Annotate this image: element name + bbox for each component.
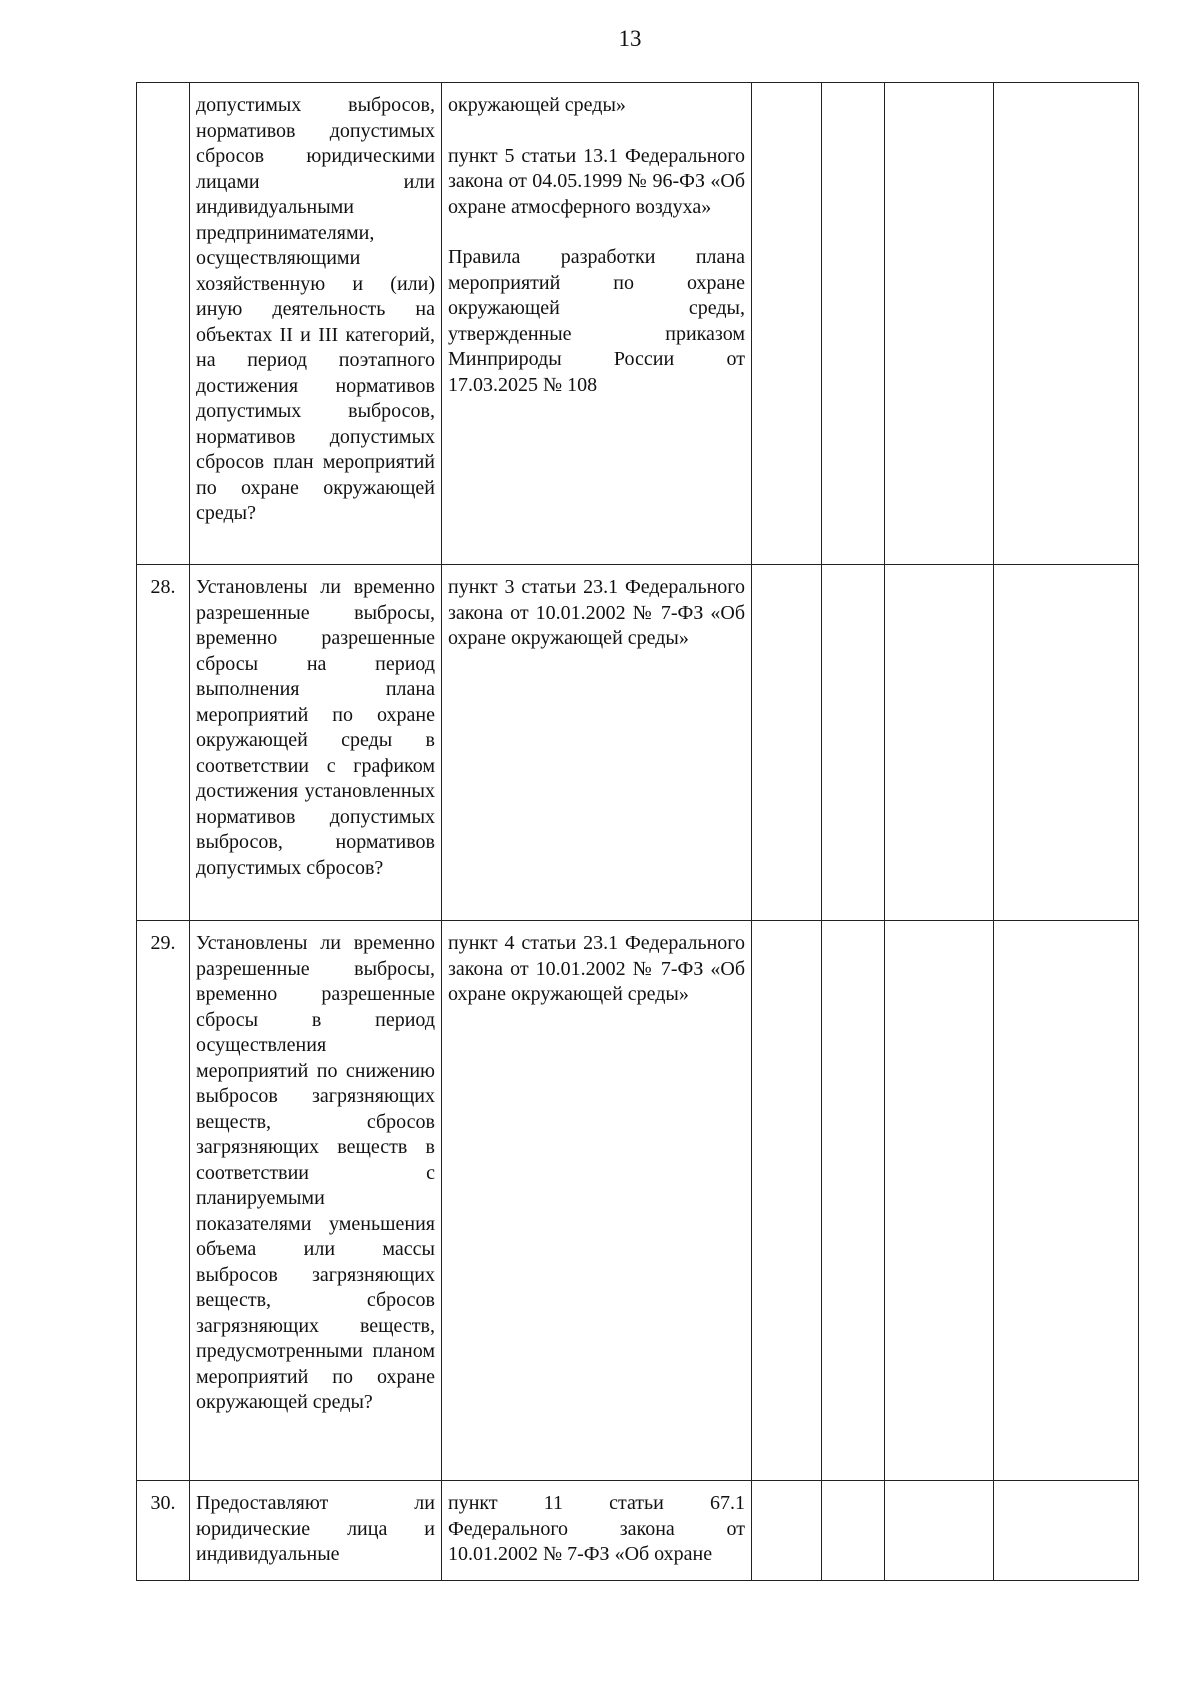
legal-reference-cell <box>442 565 752 921</box>
row-number: 30. <box>137 1481 190 1581</box>
question-cell: Установлены ли временно разрешенные выбросы, временно разрешенные сбросы в период осуществления мероприятий по снижению выбросов загрязняющих веществ, сбросов загрязняющих веществ в соответствии с планируемыми показателями уменьшения объема или массы выбросов загрязняющих веществ, сбросов загрязняющих веществ, предусмотренными планом мероприятий по охране окружающей среды? <box>190 921 442 1481</box>
legal-reference: пункт 5 статьи 13.1 Федерального закона от 04.05.1999 № 96-ФЗ «Об охране атмосферного воздуха» <box>448 144 745 218</box>
table-row <box>137 1481 1139 1581</box>
answer-cell-yes[interactable] <box>752 1481 822 1581</box>
legal-reference: окружающей среды» <box>448 94 626 116</box>
row-number <box>137 83 190 565</box>
table-row <box>137 565 1139 921</box>
question-cell: допустимых выбросов, нормативов допустимых сбросов юридическими лицами или индивидуальными предпринимателями, осуществляющими хозяйственную и (или) иную деятельность на объектах II и III категорий, на период поэтапного достижения нормативов допустимых выбросов, нормативов допустимых сбросов план мероприятий по охране окружающей среды? <box>190 83 442 565</box>
answer-cell-not-applicable[interactable] <box>885 565 994 921</box>
legal-reference: пункт 4 статьи 23.1 Федерального закона от 10.01.2002 № 7-ФЗ «Об охране окружающей среды» <box>448 932 745 1005</box>
answer-cell-yes[interactable] <box>752 921 822 1481</box>
legal-reference-cell <box>442 83 752 565</box>
question-cell: Установлены ли временно разрешенные выбросы, временно разрешенные сбросы на период выполнения плана мероприятий по охране окружающей среды в соответствии с графиком достижения установленных нормативов допустимых выбросов, нормативов допустимых сбросов? <box>190 565 442 921</box>
checklist-table <box>136 82 1139 1581</box>
table-row <box>137 83 1139 565</box>
note-cell[interactable] <box>994 565 1139 921</box>
row-number: 29. <box>137 921 190 1481</box>
question-cell: Предоставляют ли юридические лица и индивидуальные <box>190 1481 442 1581</box>
legal-reference: Правила разработки плана мероприятий по охране окружающей среды, утвержденные приказом Минприроды России от 17.03.2025 № 108 <box>448 246 745 396</box>
legal-reference: пункт 3 статьи 23.1 Федерального закона от 10.01.2002 № 7-ФЗ «Об охране окружающей среды» <box>448 576 745 649</box>
answer-cell-not-applicable[interactable] <box>885 83 994 565</box>
note-cell[interactable] <box>994 921 1139 1481</box>
legal-reference-cell <box>442 1481 752 1581</box>
note-cell[interactable] <box>994 1481 1139 1581</box>
answer-cell-no[interactable] <box>822 1481 885 1581</box>
legal-reference-cell <box>442 921 752 1481</box>
row-number: 28. <box>137 565 190 921</box>
answer-cell-not-applicable[interactable] <box>885 921 994 1481</box>
note-cell[interactable] <box>994 83 1139 565</box>
answer-cell-not-applicable[interactable] <box>885 1481 994 1581</box>
answer-cell-yes[interactable] <box>752 83 822 565</box>
answer-cell-no[interactable] <box>822 83 885 565</box>
legal-reference: пункт 11 статьи 67.1 Федерального закона от 10.01.2002 № 7-ФЗ «Об охране <box>448 1492 745 1565</box>
page-number: 13 <box>618 26 642 51</box>
answer-cell-no[interactable] <box>822 565 885 921</box>
answer-cell-yes[interactable] <box>752 565 822 921</box>
table-row <box>137 921 1139 1481</box>
answer-cell-no[interactable] <box>822 921 885 1481</box>
